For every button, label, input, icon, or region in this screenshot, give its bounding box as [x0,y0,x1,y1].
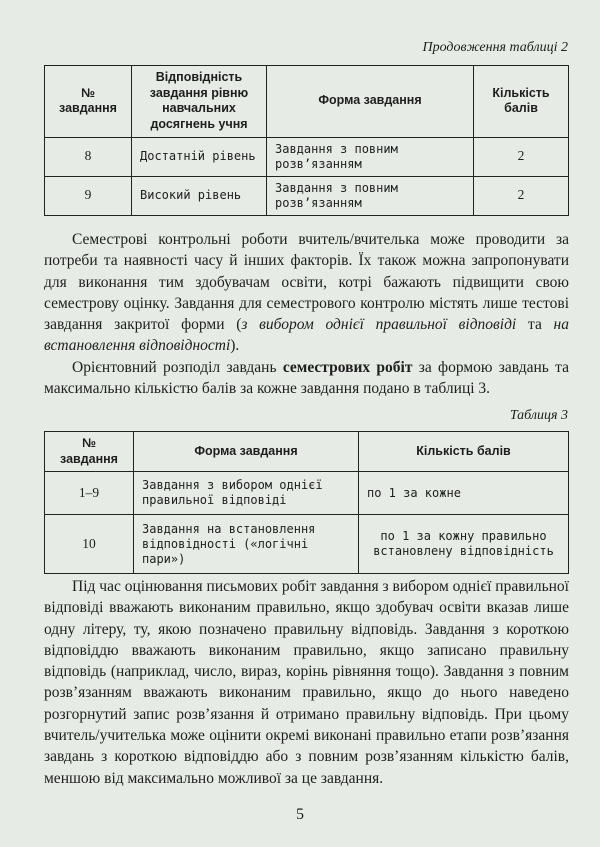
table-row [45,472,569,515]
grading-table-2 [44,65,569,216]
table-row [45,137,569,176]
paragraph-distribution: Орієнтовний розподіл завдань семестрових робіт за формою завдань та максимально кількістю балів за кожне завдання подано в таблиці 3. [44,358,570,398]
page-number: 5 [296,806,304,823]
points: по 1 за кожне [359,472,569,515]
emphasis-single-choice: з вибором однієї правильної відповіді [241,316,517,334]
task-form: Завдання з повним розв’язанням [267,176,474,215]
header-points: Кількість балів [474,66,569,138]
task-number: 10 [45,515,134,574]
points: 2 [474,137,569,176]
task-form: Завдання з вибором однієї правильної відповіді [134,472,359,515]
table-header-row [45,66,569,138]
paragraph-grading-rules: Під час оцінювання письмових робіт завдання з вибором однієї правильної відповіді вважають виконаним правильно, якщо здобувач освіти вказав лише одну літеру, ту, якою позначено правильну відповідь. Завдання з короткою відповіддю вважають виконаним правильно, якщо записано правильну відповідь (наприклад, число, вираз, корінь рівняння тощо). Завдання з повним розв’язанням вважають виконаним правильно, якщо до нього наведено розгорнутий запис розв’язання й отримано правильну відповідь. При цьому вчитель/учителька може оцінити окремі виконані правильно етапи розв’язання завдань з короткою відповіддю або з повним розв’язанням кількістю балів, меншою від максимально можливої за це завдання. [44,578,569,787]
grading-table-3 [44,431,569,574]
table-row [45,176,569,215]
header-task-form: Форма завдання [134,432,359,472]
table-3-caption: Таблиця 3 [509,408,568,423]
achievement-level: Достатній рівень [132,137,267,176]
header-achievement-level: Відповідність завдання рівню навчальних досягнень учня [132,66,267,138]
emphasis-matching: на встановлення відповідності [44,316,569,355]
task-number: 8 [45,137,132,176]
task-form: Завдання з повним розв’язанням [267,137,474,176]
points: 2 [474,176,569,215]
points: по 1 за кожну правильно встановлену відповідність [359,515,569,574]
header-task-number: № завдання [45,432,134,472]
body-text-top [44,229,569,399]
table-row [45,515,569,574]
emphasis-semester-works: семестрових робіт [282,358,413,376]
table-header-row [45,432,569,472]
header-task-number: № завдання [45,66,132,138]
paragraph-semester-tests: Семестрові контрольні роботи вчитель/вчителька може проводити за потреби та наявності часу й інших факторів. Їх також можна запропонувати для виконання тим здобувачам освіти, котрі бажають підвищити свою семестрову оцінку. Завдання для семестрового контролю містять лише тестові завдання закритої форми (з вибором однієї правильної відповіді та на встановлення відповідності). [44,231,569,355]
body-text-bottom [44,576,569,789]
task-form: Завдання на встановлення відповідності («логічні пари») [134,515,359,574]
header-points: Кількість балів [359,432,569,472]
task-number: 9 [45,176,132,215]
achievement-level: Високий рівень [132,176,267,215]
task-number: 1–9 [45,472,134,515]
table-continuation-caption: Продовження таблиці 2 [422,40,568,55]
header-task-form: Форма завдання [267,66,474,138]
